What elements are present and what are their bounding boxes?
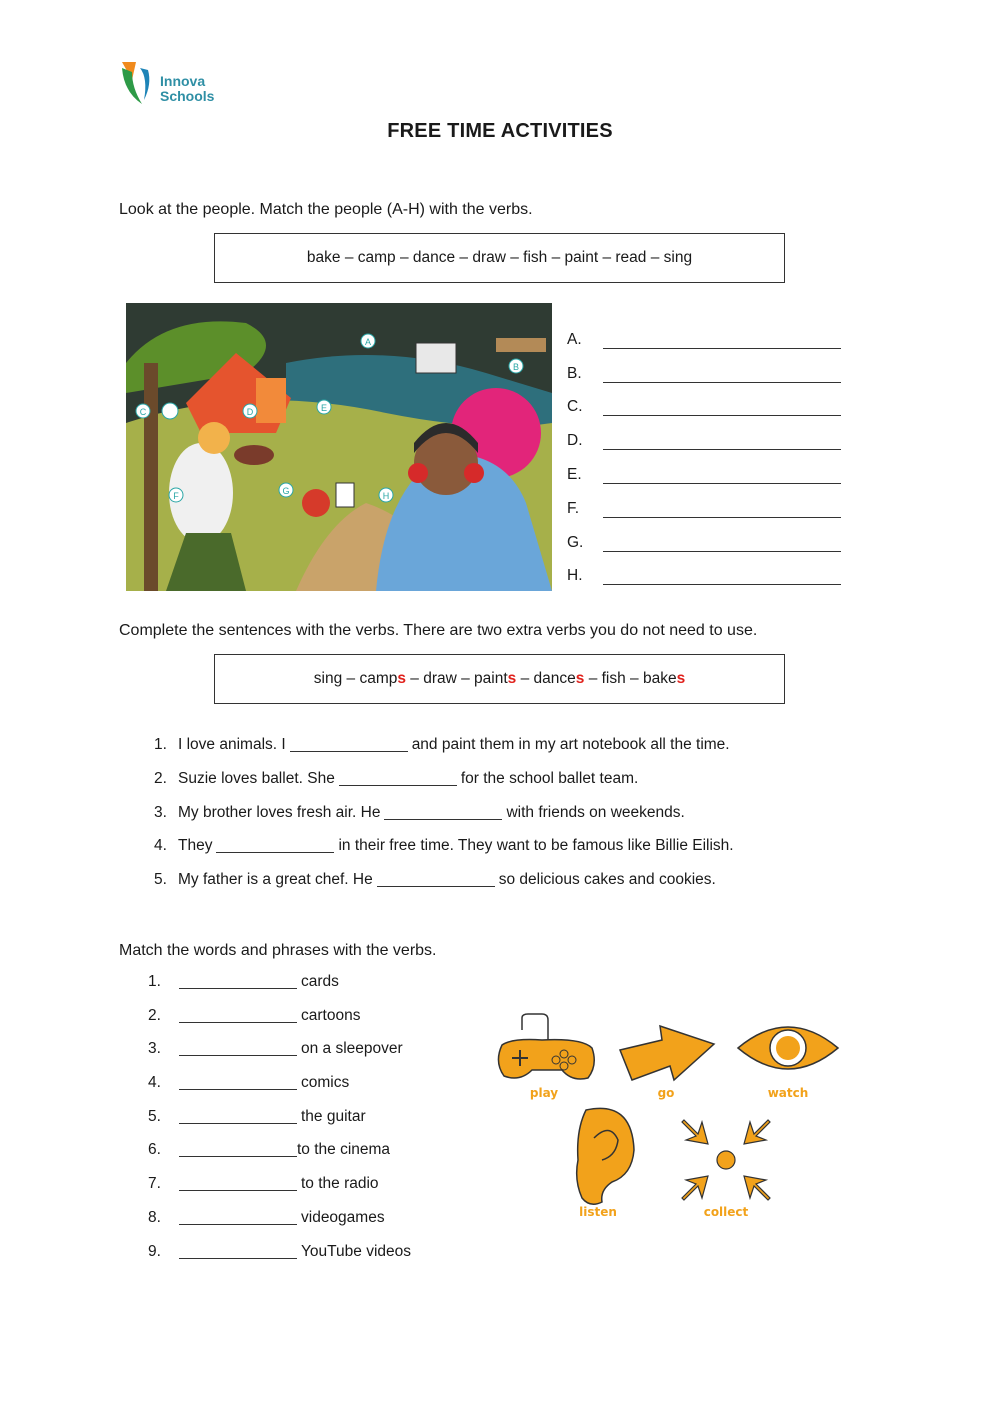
- answer-blank-e[interactable]: [603, 465, 841, 484]
- page-title: FREE TIME ACTIVITIES: [387, 120, 613, 142]
- verb-box-1-text: bake – camp – dance – draw – fish – paint – read – sing: [306, 249, 693, 266]
- answer-label-c: C.: [567, 398, 583, 416]
- scene-marker-a: A: [364, 337, 372, 347]
- answer-blank-a[interactable]: [603, 330, 841, 349]
- verb-box-2-suffix-2: s: [507, 670, 517, 687]
- verb-box-2-suffix-1: s: [397, 670, 406, 687]
- section3-instruction: Match the words and phrases with the verbs.: [119, 942, 437, 959]
- sentence-number: 4.: [154, 837, 167, 855]
- answer-row-f: [567, 484, 841, 518]
- phrase-text: videogames: [301, 1208, 385, 1226]
- answer-label-g: G.: [567, 533, 584, 551]
- answer-row-e: [567, 450, 841, 484]
- listen-label: listen: [579, 1205, 617, 1219]
- eye-icon: [738, 1027, 838, 1069]
- sentence-after: with friends on weekends.: [506, 803, 685, 821]
- phrase-row-9: [148, 1243, 411, 1277]
- scene-marker-h: H: [382, 491, 390, 501]
- answer-row-d: [567, 416, 841, 450]
- phrase-blank-6[interactable]: [179, 1141, 297, 1157]
- phrase-text: to the cinema: [297, 1141, 391, 1159]
- phrase-list: [148, 973, 411, 1276]
- sentence-before: Suzie loves ballet. She: [178, 769, 335, 787]
- scene-marker-g: G: [282, 486, 290, 496]
- scene-marker-f: F: [173, 491, 179, 501]
- answer-blank-h[interactable]: [603, 566, 841, 585]
- sentence-number: 5.: [154, 871, 167, 889]
- phrase-row-1: [148, 973, 411, 1007]
- sentence-number: 1.: [154, 736, 167, 753]
- verb-box-2-part-3: – dance: [516, 670, 576, 687]
- collect-arrows-icon: [682, 1120, 770, 1200]
- phrase-number: 4.: [148, 1074, 161, 1092]
- phrase-blank-5[interactable]: [179, 1108, 297, 1124]
- sentence-1: [154, 736, 734, 770]
- sentence-before: My father is a great chef. He: [178, 871, 373, 889]
- phrase-text: cards: [301, 973, 339, 990]
- answer-row-c: [567, 383, 841, 417]
- phrase-number: 3.: [148, 1040, 161, 1058]
- phrase-row-4: [148, 1074, 411, 1108]
- phrase-blank-7[interactable]: [179, 1175, 297, 1191]
- sentence-blank-1[interactable]: [290, 736, 408, 752]
- phrase-number: 7.: [148, 1175, 161, 1193]
- phrase-text: YouTube videos: [301, 1242, 412, 1260]
- verb-box-2-part-1: sing – camp: [313, 670, 398, 687]
- answer-label-f: F.: [567, 499, 580, 517]
- answer-row-g: [567, 518, 841, 552]
- verb-box-2-suffix-4: s: [676, 670, 686, 687]
- phrase-blank-4[interactable]: [179, 1074, 297, 1090]
- answer-label-d: D.: [567, 432, 583, 450]
- section1-instruction: Look at the people. Match the people (A-H) with the verbs.: [119, 201, 533, 218]
- phrase-row-8: [148, 1209, 411, 1243]
- answer-label-e: E.: [567, 465, 582, 483]
- sentence-number: 2.: [154, 769, 167, 787]
- phrase-row-5: [148, 1108, 411, 1142]
- answer-blank-d[interactable]: [603, 431, 841, 450]
- go-label: go: [657, 1086, 675, 1100]
- answer-row-b: [567, 349, 841, 383]
- sentence-blank-4[interactable]: [216, 837, 334, 853]
- phrase-blank-2[interactable]: [179, 1007, 297, 1023]
- scene-marker-e: E: [320, 403, 328, 413]
- phrase-blank-3[interactable]: [179, 1040, 297, 1056]
- verb-icons-panel: [492, 1010, 852, 1230]
- sentence-3: [154, 804, 734, 838]
- answer-label-a: A.: [567, 330, 582, 348]
- sentence-after: so delicious cakes and cookies.: [498, 871, 716, 889]
- logo-line-1: Innova: [160, 73, 206, 89]
- sentence-before: I love animals. I: [178, 736, 286, 753]
- sentence-after: for the school ballet team.: [460, 769, 639, 787]
- phrase-number: 5.: [148, 1107, 161, 1125]
- arrow-icon: [620, 1026, 714, 1080]
- phrase-text: the guitar: [301, 1107, 366, 1125]
- verb-box-2-text: [314, 670, 685, 688]
- answer-blank-g[interactable]: [603, 533, 841, 552]
- logo-text: [160, 74, 214, 104]
- answer-row-a: [567, 315, 841, 349]
- answer-label-h: H.: [567, 567, 583, 585]
- watch-label: watch: [767, 1086, 809, 1100]
- phrase-row-2: [148, 1007, 411, 1041]
- sentence-after: and paint them in my art notebook all the time.: [411, 736, 730, 753]
- phrase-text: on a sleepover: [301, 1040, 403, 1058]
- logo-line-2: Schools: [160, 88, 215, 104]
- free-time-scene-illustration: [126, 303, 552, 591]
- scene-marker-d: D: [246, 407, 254, 417]
- verb-box-2-part-4: – fish – bake: [584, 670, 677, 687]
- sentence-after: in their free time. They want to be famous like Billie Eilish.: [338, 837, 734, 855]
- ear-icon: [577, 1108, 634, 1204]
- sentence-before: My brother loves fresh air. He: [178, 803, 381, 821]
- verb-box-2-suffix-3: s: [575, 670, 585, 687]
- sentence-list: [154, 736, 734, 905]
- sentence-blank-3[interactable]: [384, 804, 502, 820]
- play-label: play: [529, 1086, 559, 1100]
- verb-box-2: [214, 654, 785, 704]
- phrase-row-3: [148, 1040, 411, 1074]
- answer-row-h: [567, 552, 841, 586]
- phrase-number: 8.: [148, 1208, 161, 1226]
- sentence-blank-5[interactable]: [377, 871, 495, 887]
- sentence-4: [154, 837, 734, 871]
- phrase-blank-9[interactable]: [179, 1243, 297, 1259]
- verb-box-1: [214, 233, 785, 283]
- phrase-number: 6.: [148, 1141, 161, 1159]
- sentence-5: [154, 871, 734, 905]
- phrase-number: 9.: [148, 1242, 161, 1260]
- gamepad-icon: [498, 1014, 594, 1079]
- phrase-row-6: [148, 1141, 411, 1175]
- phrase-text: comics: [301, 1074, 350, 1092]
- answer-blank-b[interactable]: [603, 364, 841, 383]
- section2-instruction: Complete the sentences with the verbs. There are two extra verbs you do not need to use.: [119, 622, 758, 639]
- phrase-blank-8[interactable]: [179, 1209, 297, 1225]
- sentence-blank-2[interactable]: [339, 770, 457, 786]
- phrase-text: to the radio: [301, 1175, 379, 1193]
- phrase-blank-1[interactable]: [179, 973, 297, 989]
- answer-blank-c[interactable]: [603, 397, 841, 416]
- phrase-number: 1.: [148, 973, 161, 990]
- sentence-number: 3.: [154, 803, 167, 821]
- collect-label: collect: [703, 1205, 749, 1219]
- scene-marker-c: C: [139, 407, 147, 417]
- phrase-row-7: [148, 1175, 411, 1209]
- sentence-2: [154, 770, 734, 804]
- verb-box-2-part-2: – draw – paint: [405, 670, 508, 687]
- phrase-number: 2.: [148, 1006, 161, 1024]
- answer-label-b: B.: [567, 364, 582, 382]
- phrase-text: cartoons: [301, 1006, 361, 1024]
- sentence-before: They: [178, 837, 213, 855]
- scene-marker-b: B: [512, 362, 520, 372]
- answer-lines-a-h: [567, 315, 841, 585]
- answer-blank-f[interactable]: [603, 499, 841, 518]
